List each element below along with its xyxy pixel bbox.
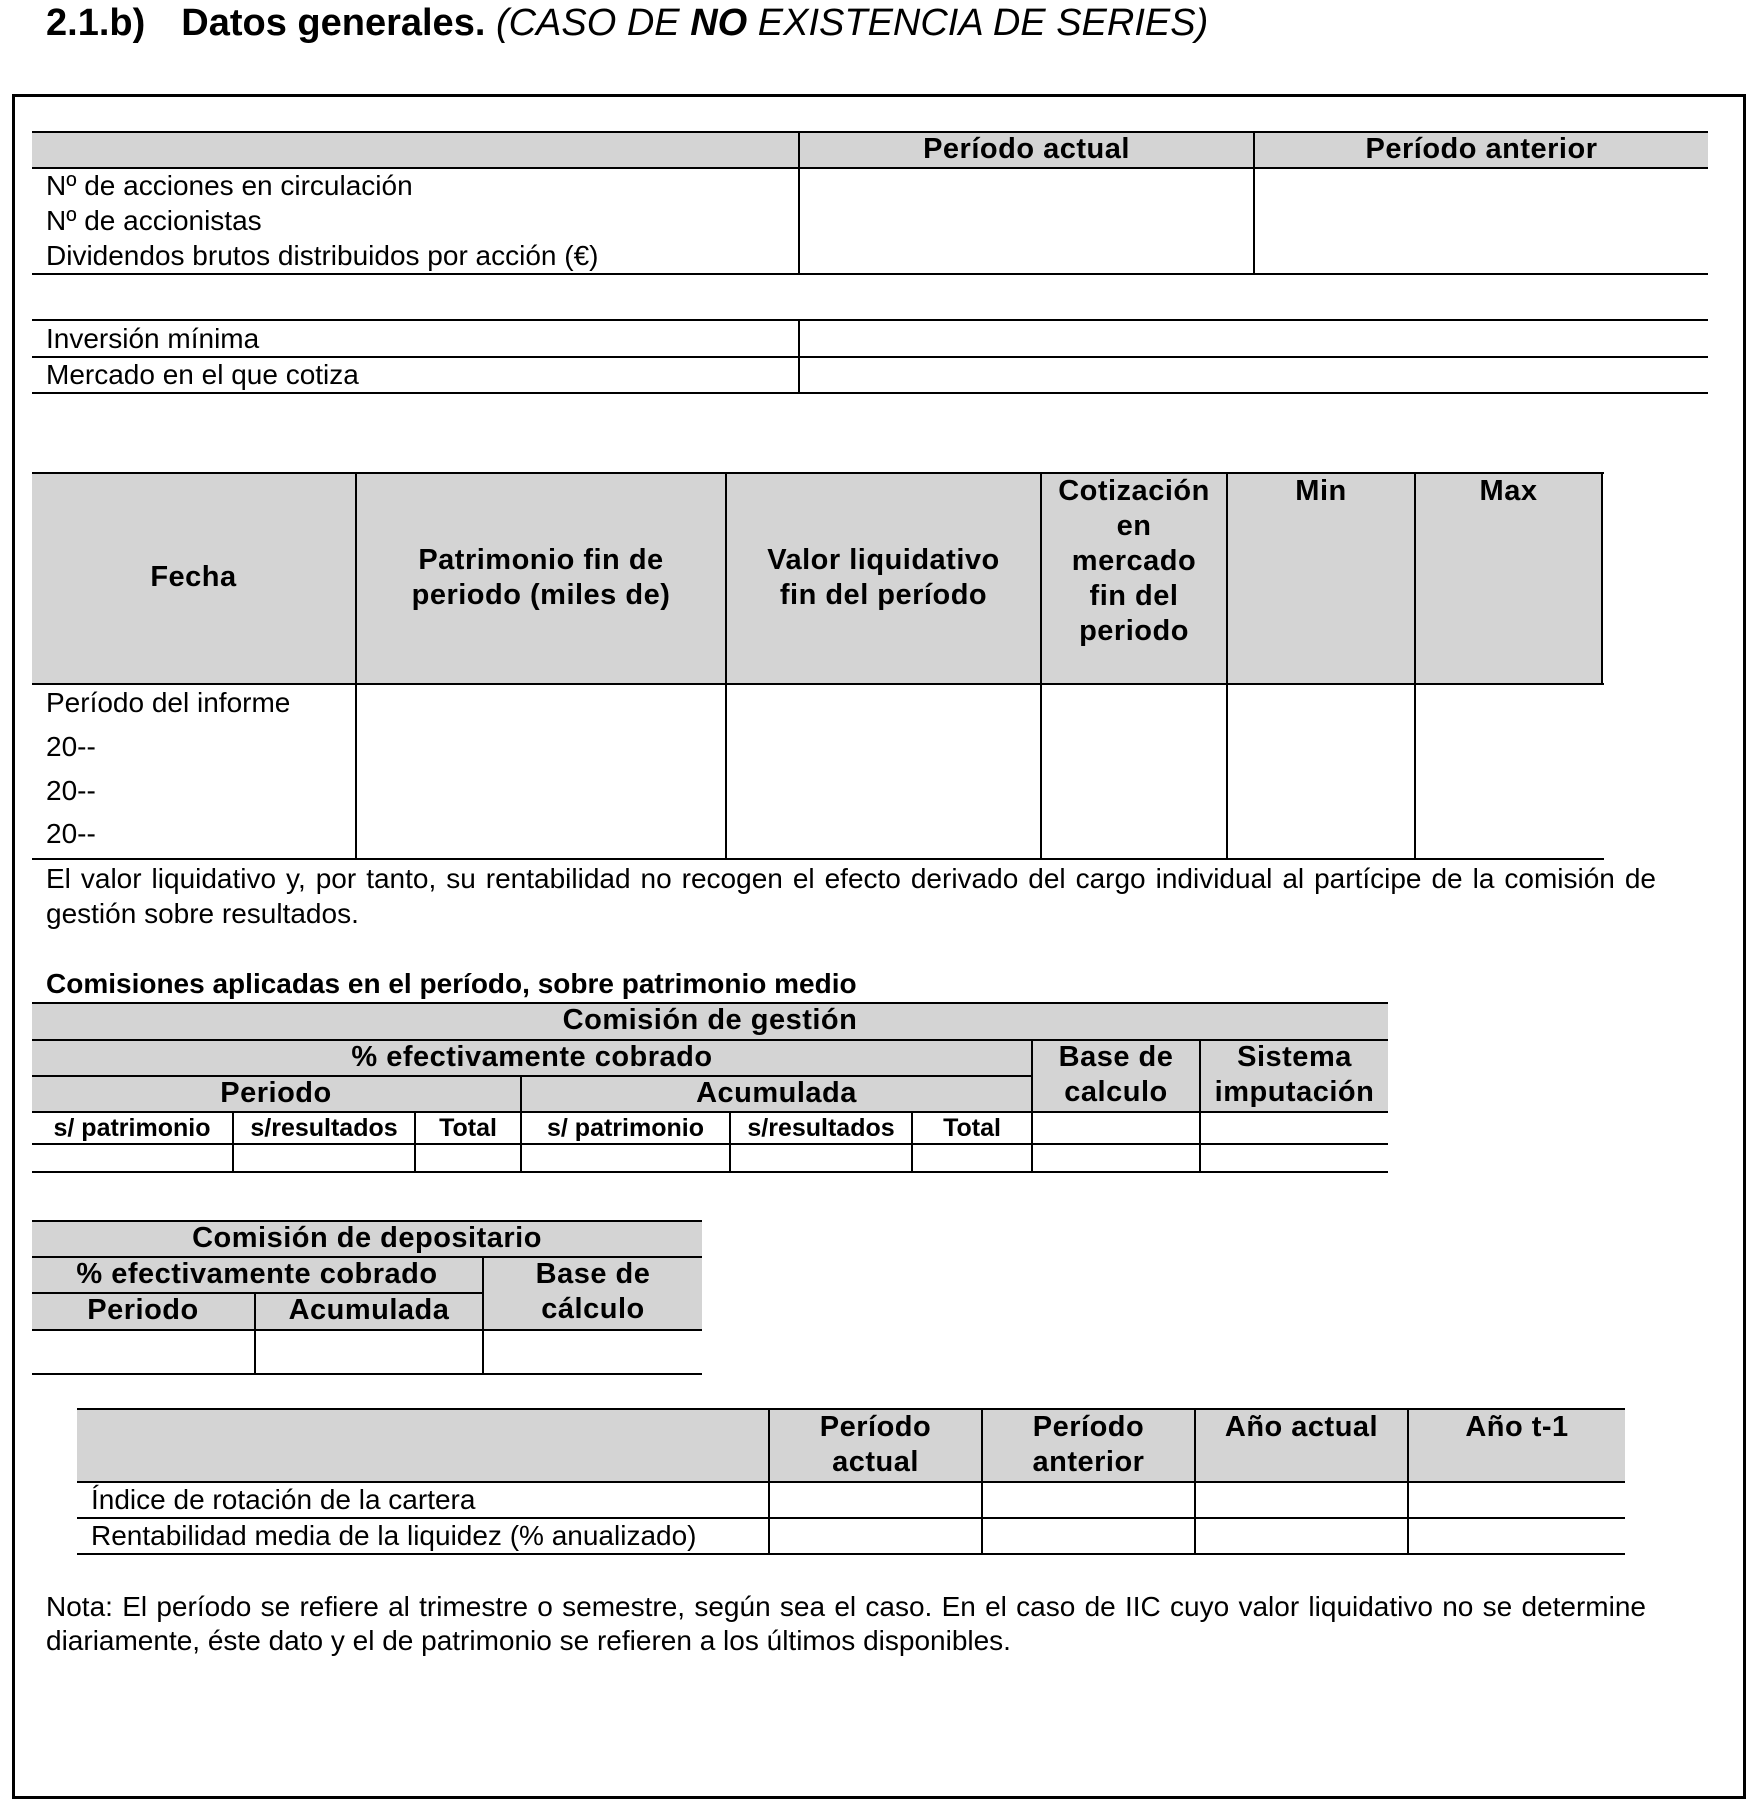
section-qualifier-open: (CASO DE xyxy=(495,2,691,44)
row-year-3: 20-- xyxy=(46,818,96,849)
section-title xyxy=(46,2,1208,45)
row-acciones-circulacion: Nº de acciones en circulación xyxy=(46,170,413,201)
section-qualifier-no: NO xyxy=(690,2,748,44)
col-max: Max xyxy=(1479,475,1538,507)
periodo-header: Periodo xyxy=(220,1077,332,1109)
ratios-col-ano-t1: Año t-1 xyxy=(1465,1411,1569,1443)
section-qualifier-close: EXISTENCIA DE SERIES) xyxy=(747,2,1209,44)
depositario-base-line1: Base de xyxy=(535,1258,651,1290)
ratios-col2-line1: Período xyxy=(1032,1411,1145,1443)
col-fecha: Fecha xyxy=(150,561,237,593)
col-patrimonio-line2: periodo (miles de) xyxy=(411,579,671,611)
row-accionistas: Nº de accionistas xyxy=(46,205,262,236)
acumulada-header: Acumulada xyxy=(696,1077,857,1109)
section-name: Datos generales. xyxy=(181,2,486,44)
comision-gestion-header: Comisión de gestión xyxy=(562,1004,858,1036)
valuation-note: El valor liquidativo y, por tanto, su rentabilidad no recogen el efecto derivado del cargo individual al partícipe de la comisión de gestión sobre resultados. xyxy=(46,863,1656,929)
depositario-base-line2: cálculo xyxy=(541,1293,645,1325)
col-min: Min xyxy=(1295,475,1347,507)
sistema-imputacion-line2: imputación xyxy=(1214,1076,1375,1108)
col-cotizacion-line2: en xyxy=(1116,510,1152,542)
row-periodo-informe: Período del informe xyxy=(46,687,291,718)
col-cotizacion-line3: mercado xyxy=(1071,545,1197,577)
row-year-2: 20-- xyxy=(46,775,96,806)
row-dividendos: Dividendos brutos distribuidos por acción (€) xyxy=(46,240,599,271)
efectivamente-cobrado-header: % efectivamente cobrado xyxy=(351,1041,713,1073)
ratios-col-ano-actual: Año actual xyxy=(1224,1411,1379,1443)
sub-acumulada-resultados: s/resultados xyxy=(747,1114,895,1142)
row-year-1: 20-- xyxy=(46,731,96,762)
col-periodo-anterior: Período anterior xyxy=(1365,133,1598,165)
ratios-col2-line2: anterior xyxy=(1032,1446,1145,1478)
ratios-col1-line2: actual xyxy=(832,1446,919,1478)
footer-note: Nota: El período se refiere al trimestre o semestre, según sea el caso. En el caso de IIC cuyo valor liquidativo no se determine diariamente, éste dato y el de patrimonio se refieren a los últimos disponibles. xyxy=(46,1591,1646,1656)
base-calculo-line2: calculo xyxy=(1064,1076,1168,1108)
col-cotizacion-line4: fin del xyxy=(1089,580,1179,612)
sub-acumulada-patrimonio: s/ patrimonio xyxy=(547,1114,704,1142)
row-inversion-minima: Inversión mínima xyxy=(46,323,260,354)
col-valor-line1: Valor liquidativo xyxy=(767,544,1000,576)
depositario-periodo-header: Periodo xyxy=(87,1294,199,1326)
col-valor-line2: fin del período xyxy=(779,579,988,611)
base-calculo-line1: Base de xyxy=(1058,1041,1174,1073)
fees-heading: Comisiones aplicadas en el período, sobre patrimonio medio xyxy=(46,968,857,999)
sub-periodo-total: Total xyxy=(439,1114,497,1142)
depositario-efectivamente-header: % efectivamente cobrado xyxy=(76,1258,438,1290)
section-number: 2.1.b) xyxy=(46,2,146,44)
sub-periodo-patrimonio: s/ patrimonio xyxy=(53,1114,211,1142)
col-cotizacion-line5: periodo xyxy=(1079,615,1189,647)
depositario-acumulada-header: Acumulada xyxy=(288,1294,450,1326)
col-patrimonio-line1: Patrimonio fin de xyxy=(418,544,664,576)
sub-acumulada-total: Total xyxy=(943,1114,1001,1142)
ratios-col1-line1: Período xyxy=(819,1411,932,1443)
row-indice-rotacion: Índice de rotación de la cartera xyxy=(91,1484,476,1515)
sistema-imputacion-line1: Sistema xyxy=(1237,1041,1352,1073)
sub-periodo-resultados: s/resultados xyxy=(250,1114,398,1142)
col-periodo-actual: Período actual xyxy=(923,133,1130,165)
row-mercado-cotiza: Mercado en el que cotiza xyxy=(46,359,359,390)
col-cotizacion-line1: Cotización xyxy=(1058,475,1210,507)
row-rentabilidad-liquidez: Rentabilidad media de la liquidez (% anualizado) xyxy=(91,1520,697,1551)
depositario-header: Comisión de depositario xyxy=(192,1222,542,1254)
